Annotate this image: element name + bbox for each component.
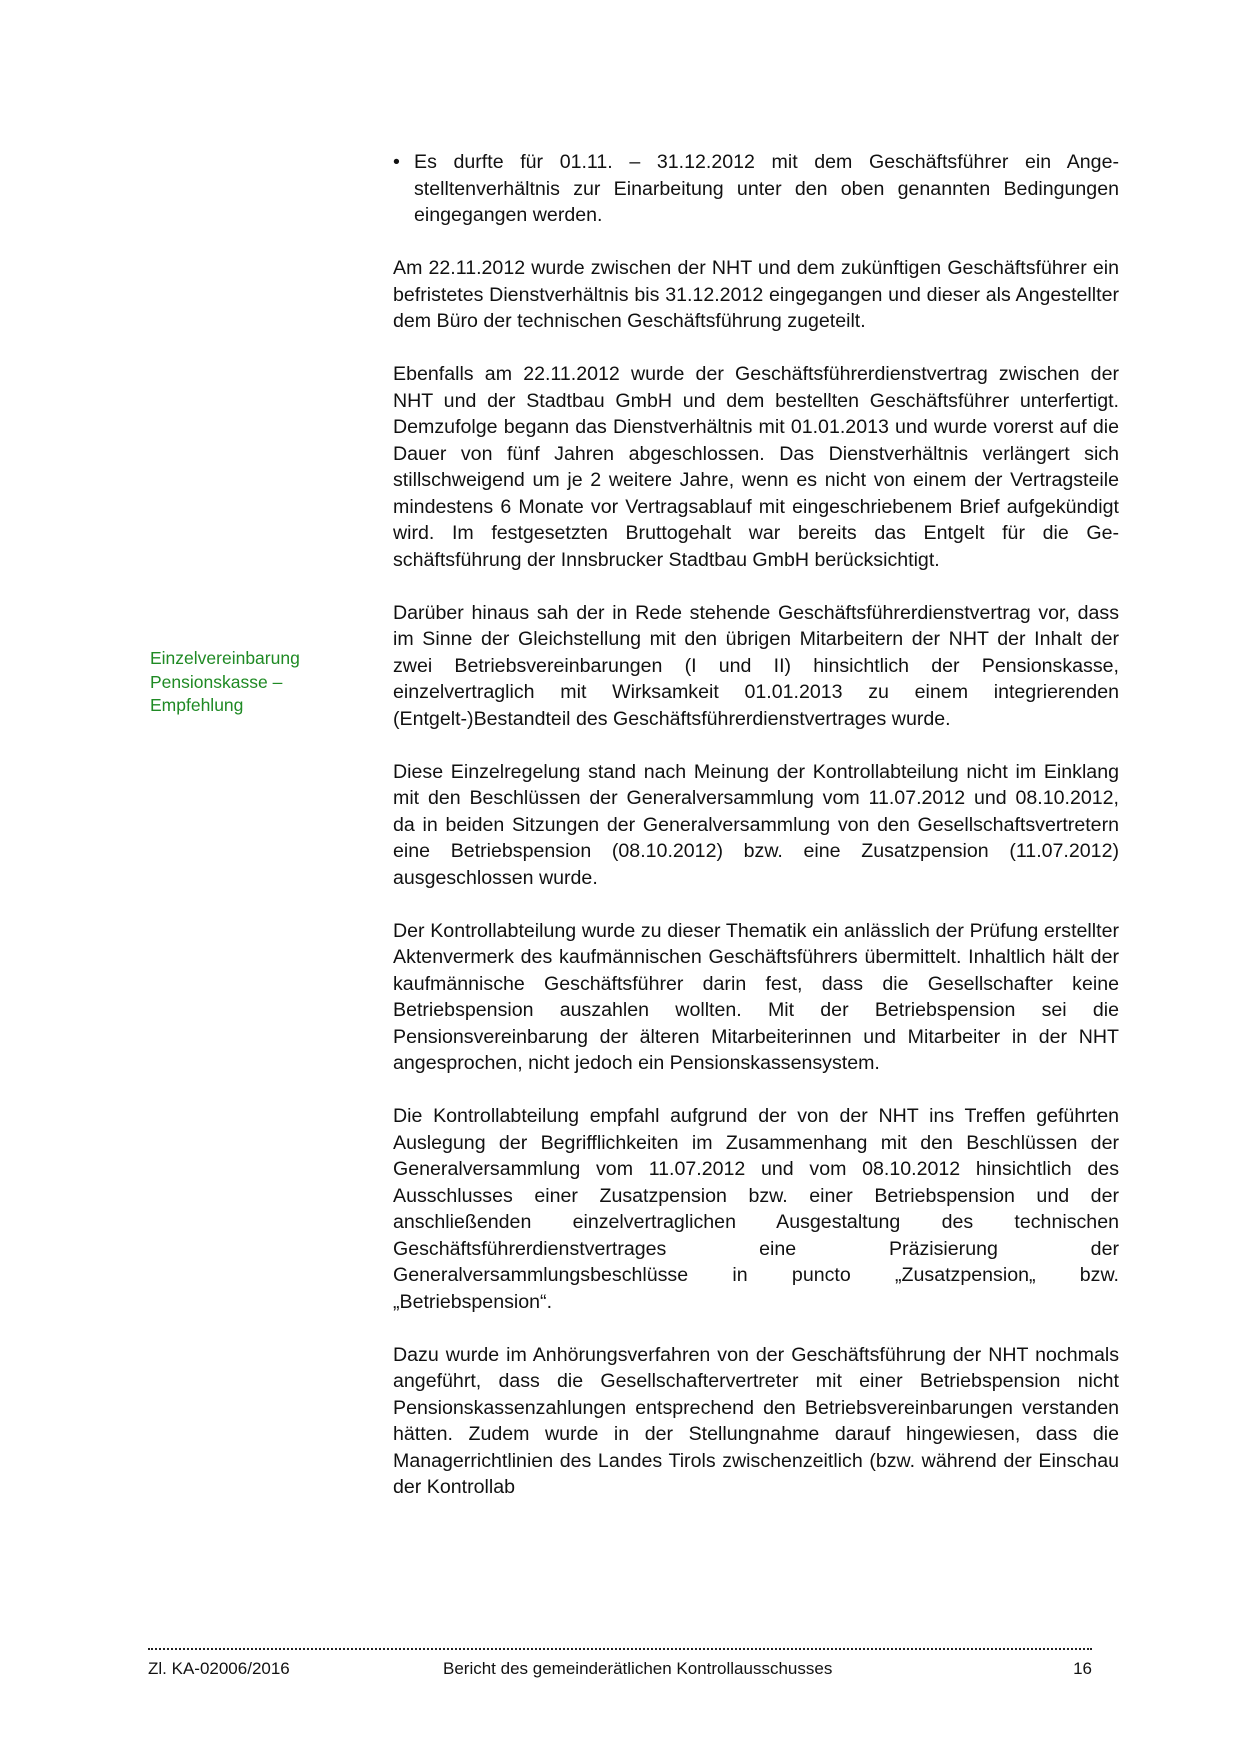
bullet-text: Es durfte für 01.11. – 31.12.2012 mit dem Geschäftsführer ein Angestelltenverhältnis zur Einarbeitung unter den oben genannten Bedingungen eingegangen werden. (414, 151, 1119, 226)
footer-title: Bericht des gemeinderätlichen Kontrollausschusses (443, 1659, 833, 1678)
margin-note-line: Einzelvereinbarung (150, 648, 300, 668)
document-reference: Zl. KA-02006/2016 (148, 1659, 290, 1678)
page-footer (148, 1658, 1092, 1682)
page-number: 16 (1073, 1659, 1092, 1678)
paragraph: Darüber hinaus sah der in Rede stehende Geschäftsführerdienstvertrag vor, dass im Sinne der Gleichstellung mit den übrigen Mitarbeitern der NHT der Inhalt der zwei Betriebsvereinbarungen (I und II) hinsichtlich der Pensionskasse, einzelvertraglich mit Wirksamkeit 01.01.2013 zu einem integrierenden (Entgelt-)Bestandteil des Geschäftsführerdienstvertrages wurde. (393, 601, 1119, 730)
paragraph: Die Kontrollabteilung empfahl aufgrund der von der NHT ins Treffen geführten Auslegung der Begrifflichkeiten im Zusammenhang mit den Beschlüssen der Generalversammlung vom 11.07.2012 und vom 08.10.2012 hinsichtlich des Ausschlusses einer Zusatzpension bzw. einer Betriebspension und der anschließenden einzelvertraglichen Ausgestaltung des technischen Geschäftsführerdienstvertrages eine Präzisierung der Generalversammlungsbeschlüsse in puncto „Zusatzpension„ bzw. „Betriebspension“. (393, 1105, 1119, 1313)
paragraph: Diese Einzelregelung stand nach Meinung der Kontrollabteilung nicht im Einklang mit den Beschlüssen der Generalversammlung vom 11.07.2012 und 08.10.2012, da in beiden Sitzungen der Generalversammlung von den Gesellschaftsvertretern eine Betriebspension (08.10.2012) bzw. eine Zusatzpension (11.07.2012) ausgeschlossen wurde. (393, 760, 1119, 889)
paragraph: Ebenfalls am 22.11.2012 wurde der Geschäftsführerdienstvertrag zwischen der NHT und der Stadtbau GmbH und dem bestellten Geschäftsführer unterfertigt. Demzufolge begann das Dienstverhältnis mit 01.01.2013 und wurde vorerst auf die Dauer von fünf Jahren abgeschlossen. Das Dienstverhältnis verlängert sich stillschweigend um je 2 weitere Jahre, wenn es nicht von einem der Vertragsteile mindestens 6 Monate vor Vertragsablauf mit eingeschriebenem Brief aufgekündigt wird. Im festgesetzten Bruttogehalt war bereits das Entgelt für die Geschäftsführung der Innsbrucker Stadtbau GmbH berücksichtigt. (393, 363, 1119, 571)
bullet-icon: • (393, 151, 400, 173)
footer-divider (148, 1648, 1092, 1650)
bullet-item (393, 149, 1119, 229)
margin-note-heading (150, 647, 350, 718)
body-text (393, 149, 1119, 1527)
bullet-list (393, 149, 1119, 229)
margin-note-line: Pensionskasse – (150, 671, 283, 692)
paragraph: Am 22.11.2012 wurde zwischen der NHT und dem zukünftigen Geschäftsführer ein befristetes Dienstverhältnis bis 31.12.2012 eingegangen und dieser als Angestellter dem Büro der technischen Geschäftsführung zugeteilt. (393, 257, 1119, 332)
paragraph: Der Kontrollabteilung wurde zu dieser Thematik ein anlässlich der Prüfung erstellter Aktenvermerk des kaufmännischen Geschäftsführers übermittelt. Inhaltlich hält der kaufmännische Geschäftsführer darin fest, dass die Gesellschafter keine Betriebspension auszahlen wollten. Mit der Betriebspension sei die Pensionsvereinbarung der älteren Mitarbeiterinnen und Mitarbeiter in der NHT angesprochen, nicht jedoch ein Pensionskassensystem. (393, 919, 1119, 1074)
margin-note-line: Empfehlung (150, 695, 244, 715)
paragraph: Dazu wurde im Anhörungsverfahren von der Geschäftsführung der NHT nochmals angeführt, dass die Gesellschaftervertreter mit einer Betriebspension nicht Pensionskassenzahlungen entsprechend den Betriebsvereinbarungen verstanden hätten. Zudem wurde in der Stellungnahme darauf hingewiesen, dass die Managerrichtlinien des Landes Tirols zwischenzeitlich (bzw. während der Einschau der Kontrollab (393, 1343, 1119, 1498)
